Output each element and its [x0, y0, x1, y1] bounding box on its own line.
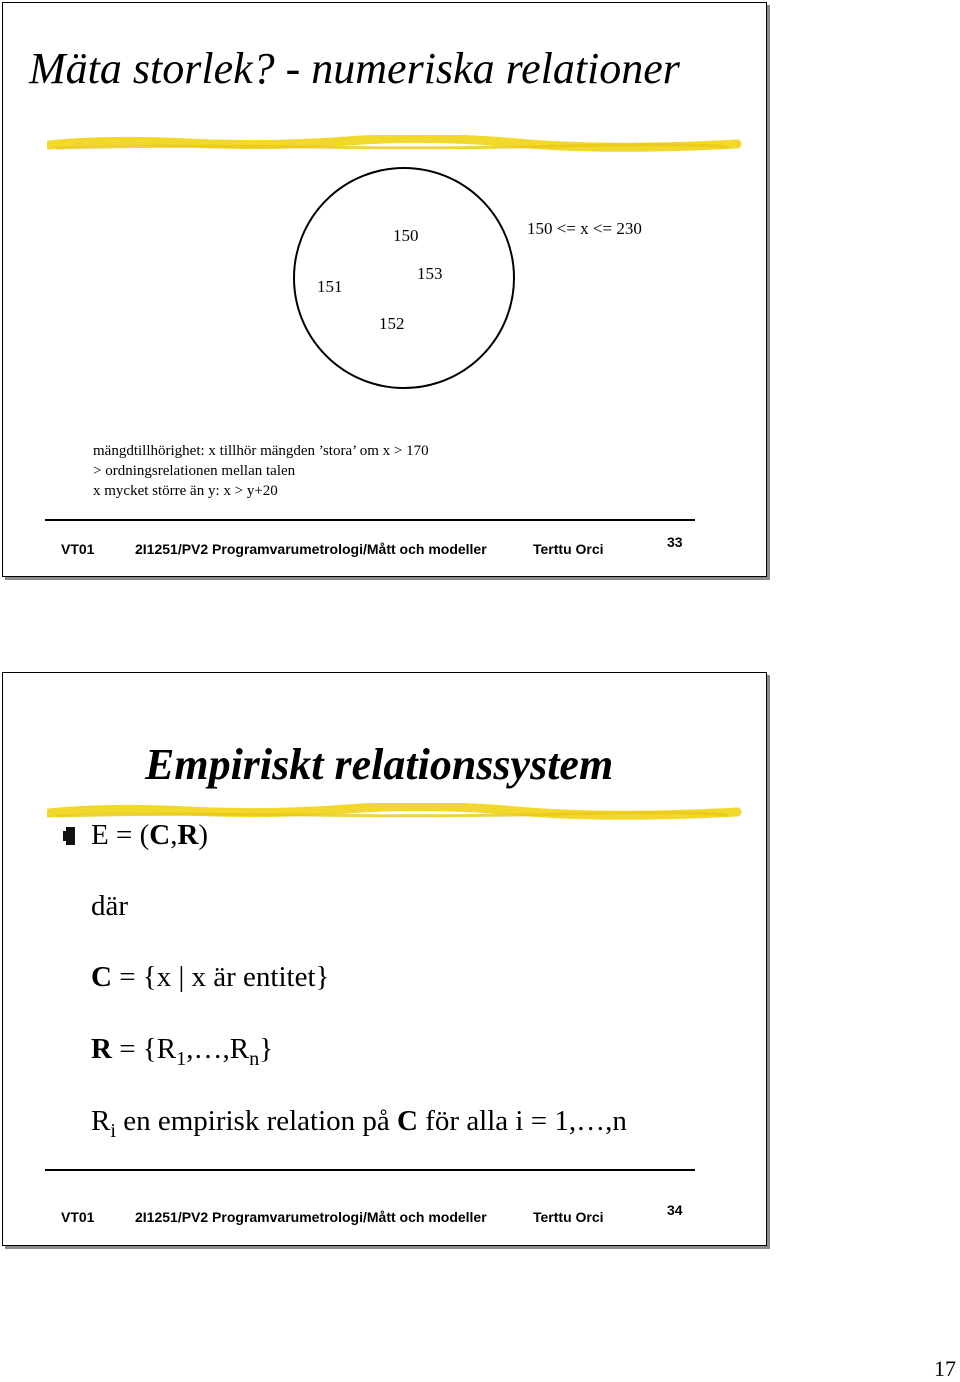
- definition-c: C = {x | x är entitet}: [91, 961, 330, 993]
- footer-divider: [45, 519, 695, 521]
- range-label: 150 <= x <= 230: [527, 219, 642, 238]
- definition-r: $R = \{R_1,\dots,R_n\}$: [91, 1033, 274, 1071]
- circle-number: 151: [317, 277, 343, 296]
- footer-term: VT01: [61, 1209, 95, 1225]
- slide-title: Empiriskt relationssystem: [145, 740, 614, 789]
- circle-number: 153: [417, 264, 443, 283]
- footer-term: VT01: [61, 541, 95, 557]
- slide-33: [2, 2, 767, 577]
- slide-number: 34: [667, 1202, 683, 1218]
- footer-divider: [45, 1169, 695, 1171]
- bullet-icon: [66, 827, 75, 845]
- definition-e: E = (C,R): [91, 819, 209, 851]
- slide-title: Mäta storlek? - numeriska relationer: [29, 44, 680, 93]
- label-dar: där: [91, 890, 129, 922]
- page-number: 17: [934, 1356, 956, 1381]
- definition-ri: $R_i$ en empirisk relation på C för alla i = 1,…,n: [91, 1105, 627, 1143]
- body-line: x mycket större än y: x > y+20: [93, 483, 278, 499]
- footer-course: 2I1251/PV2 Programvarumetrologi/Mått och modeller: [135, 1209, 487, 1225]
- slide-number: 33: [667, 534, 683, 550]
- body-line: mängdtillhörighet: x tillhör mängden ’stora’ om x > 170: [93, 443, 429, 459]
- footer-course: 2I1251/PV2 Programvarumetrologi/Mått och modeller: [135, 541, 487, 557]
- slide-34: [2, 672, 767, 1246]
- circle-number: 152: [379, 314, 405, 333]
- footer-author: Terttu Orci: [533, 541, 604, 557]
- body-line: > ordningsrelationen mellan talen: [93, 463, 296, 479]
- footer-author: Terttu Orci: [533, 1209, 604, 1225]
- circle-number: 150: [393, 226, 419, 245]
- title-underline-highlight: [47, 135, 742, 155]
